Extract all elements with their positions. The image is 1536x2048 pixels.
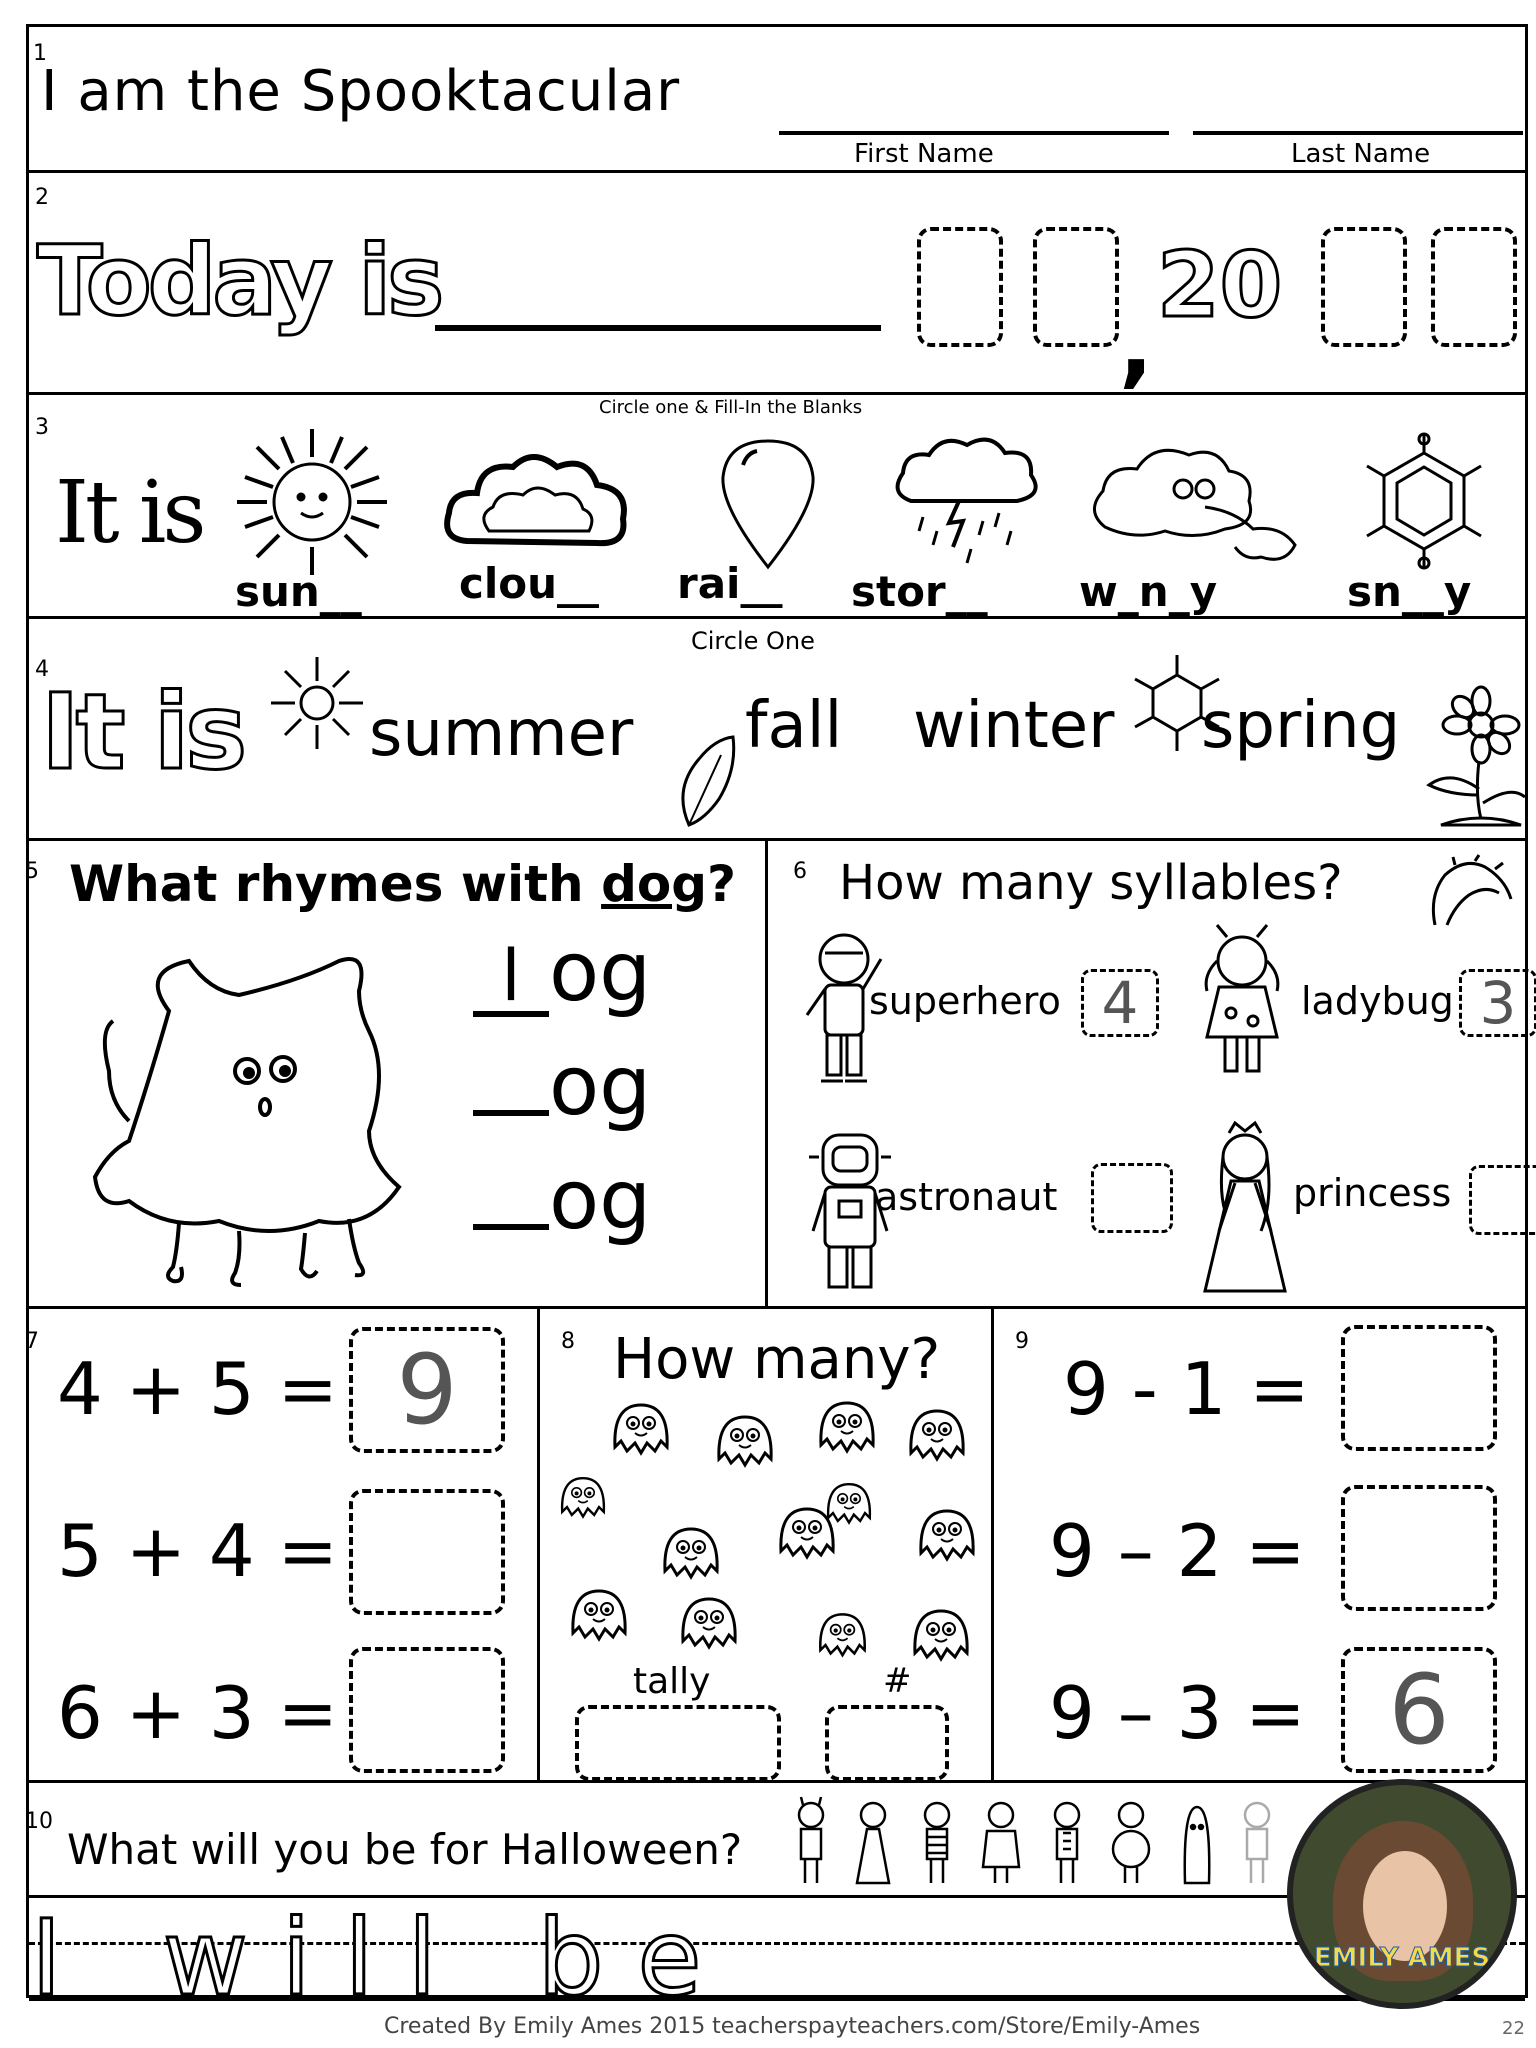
i-will-be-trace[interactable]: I will be [31,1897,736,2019]
it-is-outline: It is [41,671,244,793]
subtraction-answer-2[interactable] [1341,1485,1497,1611]
rhyme-answer-3[interactable] [473,1153,651,1248]
addition-answer-2[interactable] [349,1489,505,1615]
season-summer[interactable]: summer [369,697,634,771]
section-number: 5 [25,859,39,884]
weather-word-cloudy[interactable]: clou__ [459,559,600,608]
syllable-box-superhero[interactable] [1081,969,1159,1037]
weather-instruction: Circle one & Fill-In the Blanks [599,397,863,418]
section-name [29,27,1525,173]
section-weather [29,395,1525,619]
section-math-row [25,1309,1525,1783]
day-box-2[interactable] [1033,227,1119,347]
weather-word-stormy[interactable]: stor__ [851,567,988,616]
footer-page-number: 22 [1502,2018,1525,2039]
section-number: 7 [25,1329,39,1354]
addition-answer-1[interactable] [349,1327,505,1453]
it-is-label: It is [55,463,203,563]
season-fall[interactable]: fall [745,689,843,763]
ladybug-girl-icon [1187,925,1297,1085]
section-number: 10 [25,1809,53,1834]
tally-label: tally [633,1661,711,1702]
addition-equation-1: 4 + 5 = [57,1347,338,1431]
today-is-text: Today is [37,225,441,337]
subtraction-equation-3: 9 – 3 = [1049,1671,1306,1755]
sun-small-icon [267,653,367,753]
syllable-answer-ladybug: 3 [1479,969,1517,1037]
count-answer-box[interactable] [825,1705,949,1781]
section-number: 6 [793,859,807,884]
weekday-line[interactable] [435,325,881,331]
first-name-line[interactable] [779,131,1169,135]
comma: , [1119,293,1154,398]
divider [991,1309,994,1780]
season-instruction: Circle One [691,627,815,655]
last-name-label: Last Name [1291,139,1431,169]
syllable-word-superhero: superhero [869,979,1061,1023]
snowflake-icon [1359,431,1489,571]
subtraction-answer-3[interactable] [1341,1647,1497,1773]
section-number: 3 [35,415,49,440]
tally-answer-box[interactable] [575,1705,781,1781]
syllable-box-astronaut[interactable] [1091,1163,1173,1233]
section-number: 2 [35,185,49,210]
weather-word-snowy[interactable]: sn__y [1347,567,1472,616]
section-date [29,173,1525,398]
rhyme-letter-1: l [473,941,549,1017]
windy-icon [1085,441,1305,571]
addition-answer-2-value [353,1493,501,1611]
rhyme-ending-1: og [549,925,652,1020]
syllable-answer-princess [1472,1168,1536,1232]
syllable-answer-superhero: 4 [1101,969,1139,1037]
first-name-label: First Name [854,139,994,169]
year-prefix: 20 [1157,233,1283,338]
number-label: # [883,1661,912,1701]
rhyme-answer-1[interactable] [473,925,651,1020]
cloudy-icon [437,445,637,565]
rhyme-answer-2[interactable] [473,1039,651,1134]
subtraction-answer-1-value [1345,1329,1493,1447]
addition-answer-1-value: 9 [396,1334,458,1446]
weather-word-rainy[interactable]: rai__ [677,559,783,608]
subtraction-answer-1[interactable] [1341,1325,1497,1451]
syllable-box-ladybug[interactable] [1459,969,1536,1037]
section-halloween [25,1783,1525,2019]
syllable-word-princess: princess [1293,1171,1452,1215]
sun-icon [227,427,397,577]
rhyme-ending-3: og [549,1153,652,1248]
storm-icon [887,431,1047,581]
flower-icon [1421,685,1529,835]
clapping-hands-icon [1425,855,1515,935]
subtraction-equation-2: 9 – 2 = [1049,1509,1306,1593]
syllable-word-astronaut: astronaut [875,1175,1058,1219]
halloween-question: What will you be for Halloween? [67,1825,743,1874]
addition-answer-3-value [353,1651,501,1769]
syllable-word-ladybug: ladybug [1301,979,1454,1023]
section-rhyme-syllable-row [25,841,1525,1309]
section-number: 1 [33,41,47,66]
spooktacular-title: I am the Spooktacular [41,59,681,124]
addition-equation-2: 5 + 4 = [57,1509,338,1593]
ghosts-group-icon [555,1399,985,1719]
leaf-icon [669,729,739,829]
section-number: 4 [35,657,49,682]
rhyme-question: What rhymes with dog? [69,855,737,913]
how-many-question: How many? [613,1327,941,1392]
princess-icon [1195,1121,1295,1301]
section-number: 8 [561,1329,575,1354]
ghost-dog-icon [69,951,449,1291]
season-winter[interactable]: winter [913,689,1115,763]
weather-word-windy[interactable]: w_n_y [1079,567,1218,616]
subtraction-equation-1: 9 - 1 = [1063,1347,1310,1431]
subtraction-answer-2-value [1345,1489,1493,1607]
weather-word-sunny[interactable]: sun__ [235,567,362,616]
logo-text: EMILY AMES [1313,1943,1491,1973]
addition-equation-3: 6 + 3 = [57,1671,338,1755]
last-name-line[interactable] [1193,131,1523,135]
section-season [29,619,1525,841]
emily-ames-logo [1287,1779,1517,2009]
divider [537,1309,540,1780]
worksheet [25,24,1528,2019]
day-box-1[interactable] [917,227,1003,347]
raindrop-icon [713,435,823,571]
subtraction-answer-3-value: 6 [1388,1654,1450,1766]
footer-credit: Created By Emily Ames 2015 teacherspayteachers.com/Store/Emily-Ames [384,2014,1201,2039]
divider [765,841,768,1306]
costume-kids-icons [759,1797,1319,1887]
year-box-1[interactable] [1321,227,1407,347]
season-spring[interactable]: spring [1201,689,1401,763]
syllable-answer-astronaut [1094,1166,1170,1230]
section-number: 9 [1015,1329,1029,1354]
syllable-question: How many syllables? [839,855,1343,911]
syllable-box-princess[interactable] [1469,1165,1536,1235]
addition-answer-3[interactable] [349,1647,505,1773]
rhyme-ending-2: og [549,1039,652,1134]
year-box-2[interactable] [1431,227,1517,347]
